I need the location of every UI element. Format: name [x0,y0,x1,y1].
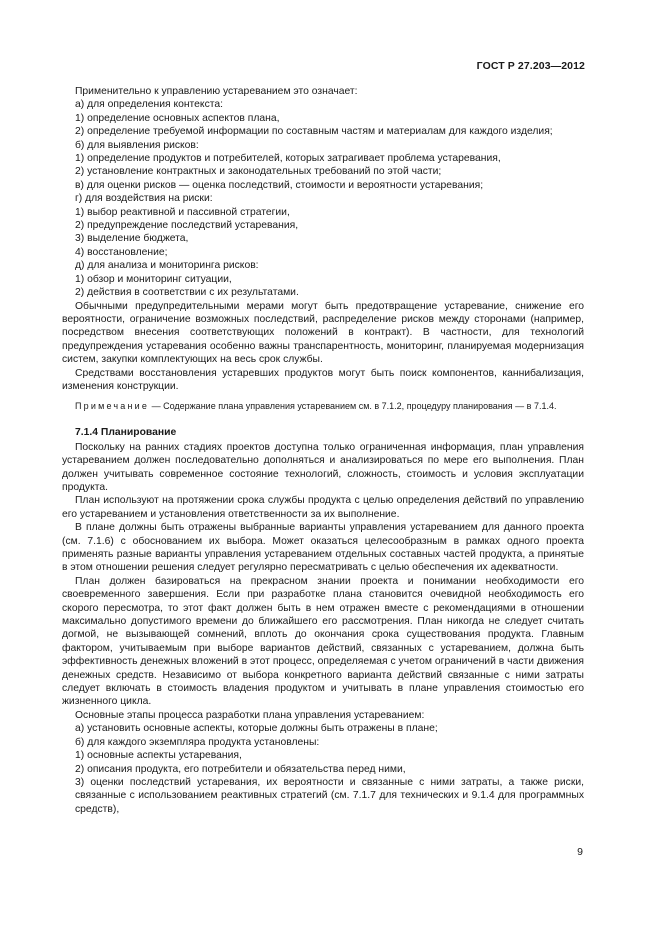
section-7-1-4-body [62,441,584,816]
paragraph: План используют на протяжении срока службы продукта с целью определения действий по управлению его устареванием и установления ответственности за их выполнение. [62,495,584,520]
note-text: — Содержание плана управления устареванием см. в 7.1.2, процедуру планирования — в 7.1.4. [149,401,557,412]
paragraph: 1) выбор реактивной и пассивной стратегии, [75,206,290,218]
paragraph: 2) установление контрактных и законодательных требований по этой части; [75,166,442,178]
paragraph: б) для каждого экземпляра продукта установлены: [75,736,320,748]
paragraph: г) для воздействия на риски: [75,193,213,205]
paragraph: 1) основные аспекты устаревания, [75,750,242,762]
paragraph: 3) выделение бюджета, [75,233,189,245]
paragraph: 2) предупреждение последствий устаревания, [75,220,299,232]
paragraph: 2) описания продукта, его потребители и обязательства перед ними, [75,763,406,775]
paragraph: Основные этапы процесса разработки плана управления устареванием: [75,709,425,721]
document-code-header: ГОСТ Р 27.203—2012 [476,60,585,72]
paragraph: д) для анализа и мониторинга рисков: [75,260,259,272]
section-7-1-3-body [62,85,584,393]
paragraph: в) для оценки рисков — оценка последствий, стоимости и вероятности устаревания; [75,179,484,191]
section-heading-7-1-4: 7.1.4 Планирование [75,427,177,439]
paragraph: а) установить основные аспекты, которые должны быть отражены в плане; [75,723,438,735]
note-label: Примечание [75,401,150,412]
paragraph: Обычными предупредительными мерами могут быть предотвращение устаревание, снижение его вероятности, ограничение возможных последствий, распределение рисков между сторонами (например, посредством внесения соответствующих положений в контракт). В частности, для технологий предупреждения устаревания особенно важны транспарентность, мониторинг, планируемая модернизация систем, закупки комплектующих на весь срок службы. [62,300,584,366]
paragraph: 4) восстановление; [75,246,168,258]
page-content [62,85,584,816]
paragraph: 1) определение основных аспектов плана, [75,112,280,124]
paragraph: Средствами восстановления устаревших продуктов могут быть поиск компонентов, каннибализация, изменения конструкции. [62,367,584,392]
paragraph: 1) обзор и мониторинг ситуации, [75,273,232,285]
paragraph: Применительно к управлению устареванием это означает: [75,86,358,97]
note-paragraph [62,400,584,412]
page-number: 9 [577,846,583,858]
paragraph: План должен базироваться на прекрасном знании проекта и понимании необходимости его своевременного завершения. Если при разработке плана становится очевидной необходимость его скорого пересмотра, то этот факт должен быть в нем отражен вместе с рекомендациями в отношении максимально допустимого времени до ближайшего его рассмотрения. План никогда не следует считать догмой, не вызывающей сомнений, вплоть до окончания срока существования продукта. Главным фактором, учитываемым при выборе вариантов действий, связанных с устареванием, должна быть эффективность денежных вложений в этот процесс, определяемая с учетом ограничений в части движения денежных средств. Независимо от выбора конкретного варианта действий связанные с ними затраты следует включать в стоимость владения продуктом и учитывать в плане управления стоимостью его жизненного цикла. [62,575,584,708]
paragraph: 2) определение требуемой информации по составным частям и материалам для каждого изделия; [75,126,553,138]
paragraph: б) для выявления рисков: [75,139,199,151]
paragraph: 3) оценки последствий устаревания, их вероятности и связанные с ними затраты, а также риски, связанные с использованием реактивных стратегий (см. 7.1.7 для технических и 9.1.4 для программных средств), [75,776,584,815]
paragraph: Поскольку на ранних стадиях проектов доступна только ограниченная информация, план управления устареванием должен последовательно дополняться и анализироваться по мере его выполнения. План должен учитывать современное состояние технологий, сложность, стоимость и условия эксплуатации продукта. [62,441,584,493]
paragraph: 1) определение продуктов и потребителей, которых затрагивает проблема устаревания, [75,153,501,165]
paragraph: а) для определения контекста: [75,99,223,111]
paragraph: В плане должны быть отражены выбранные варианты управления устареванием для данного проекта (см. 7.1.6) с обоснованием их выбора. Может оказаться целесообразным в рамках одного проекта применять разные варианты управления устареванием отдельных составных частей продукта, а принятые в этом отношении решения следует регулярно пересматривать с целью обеспечения их адекватности. [62,522,584,574]
paragraph: 2) действия в соответствии с их результатами. [75,287,299,299]
